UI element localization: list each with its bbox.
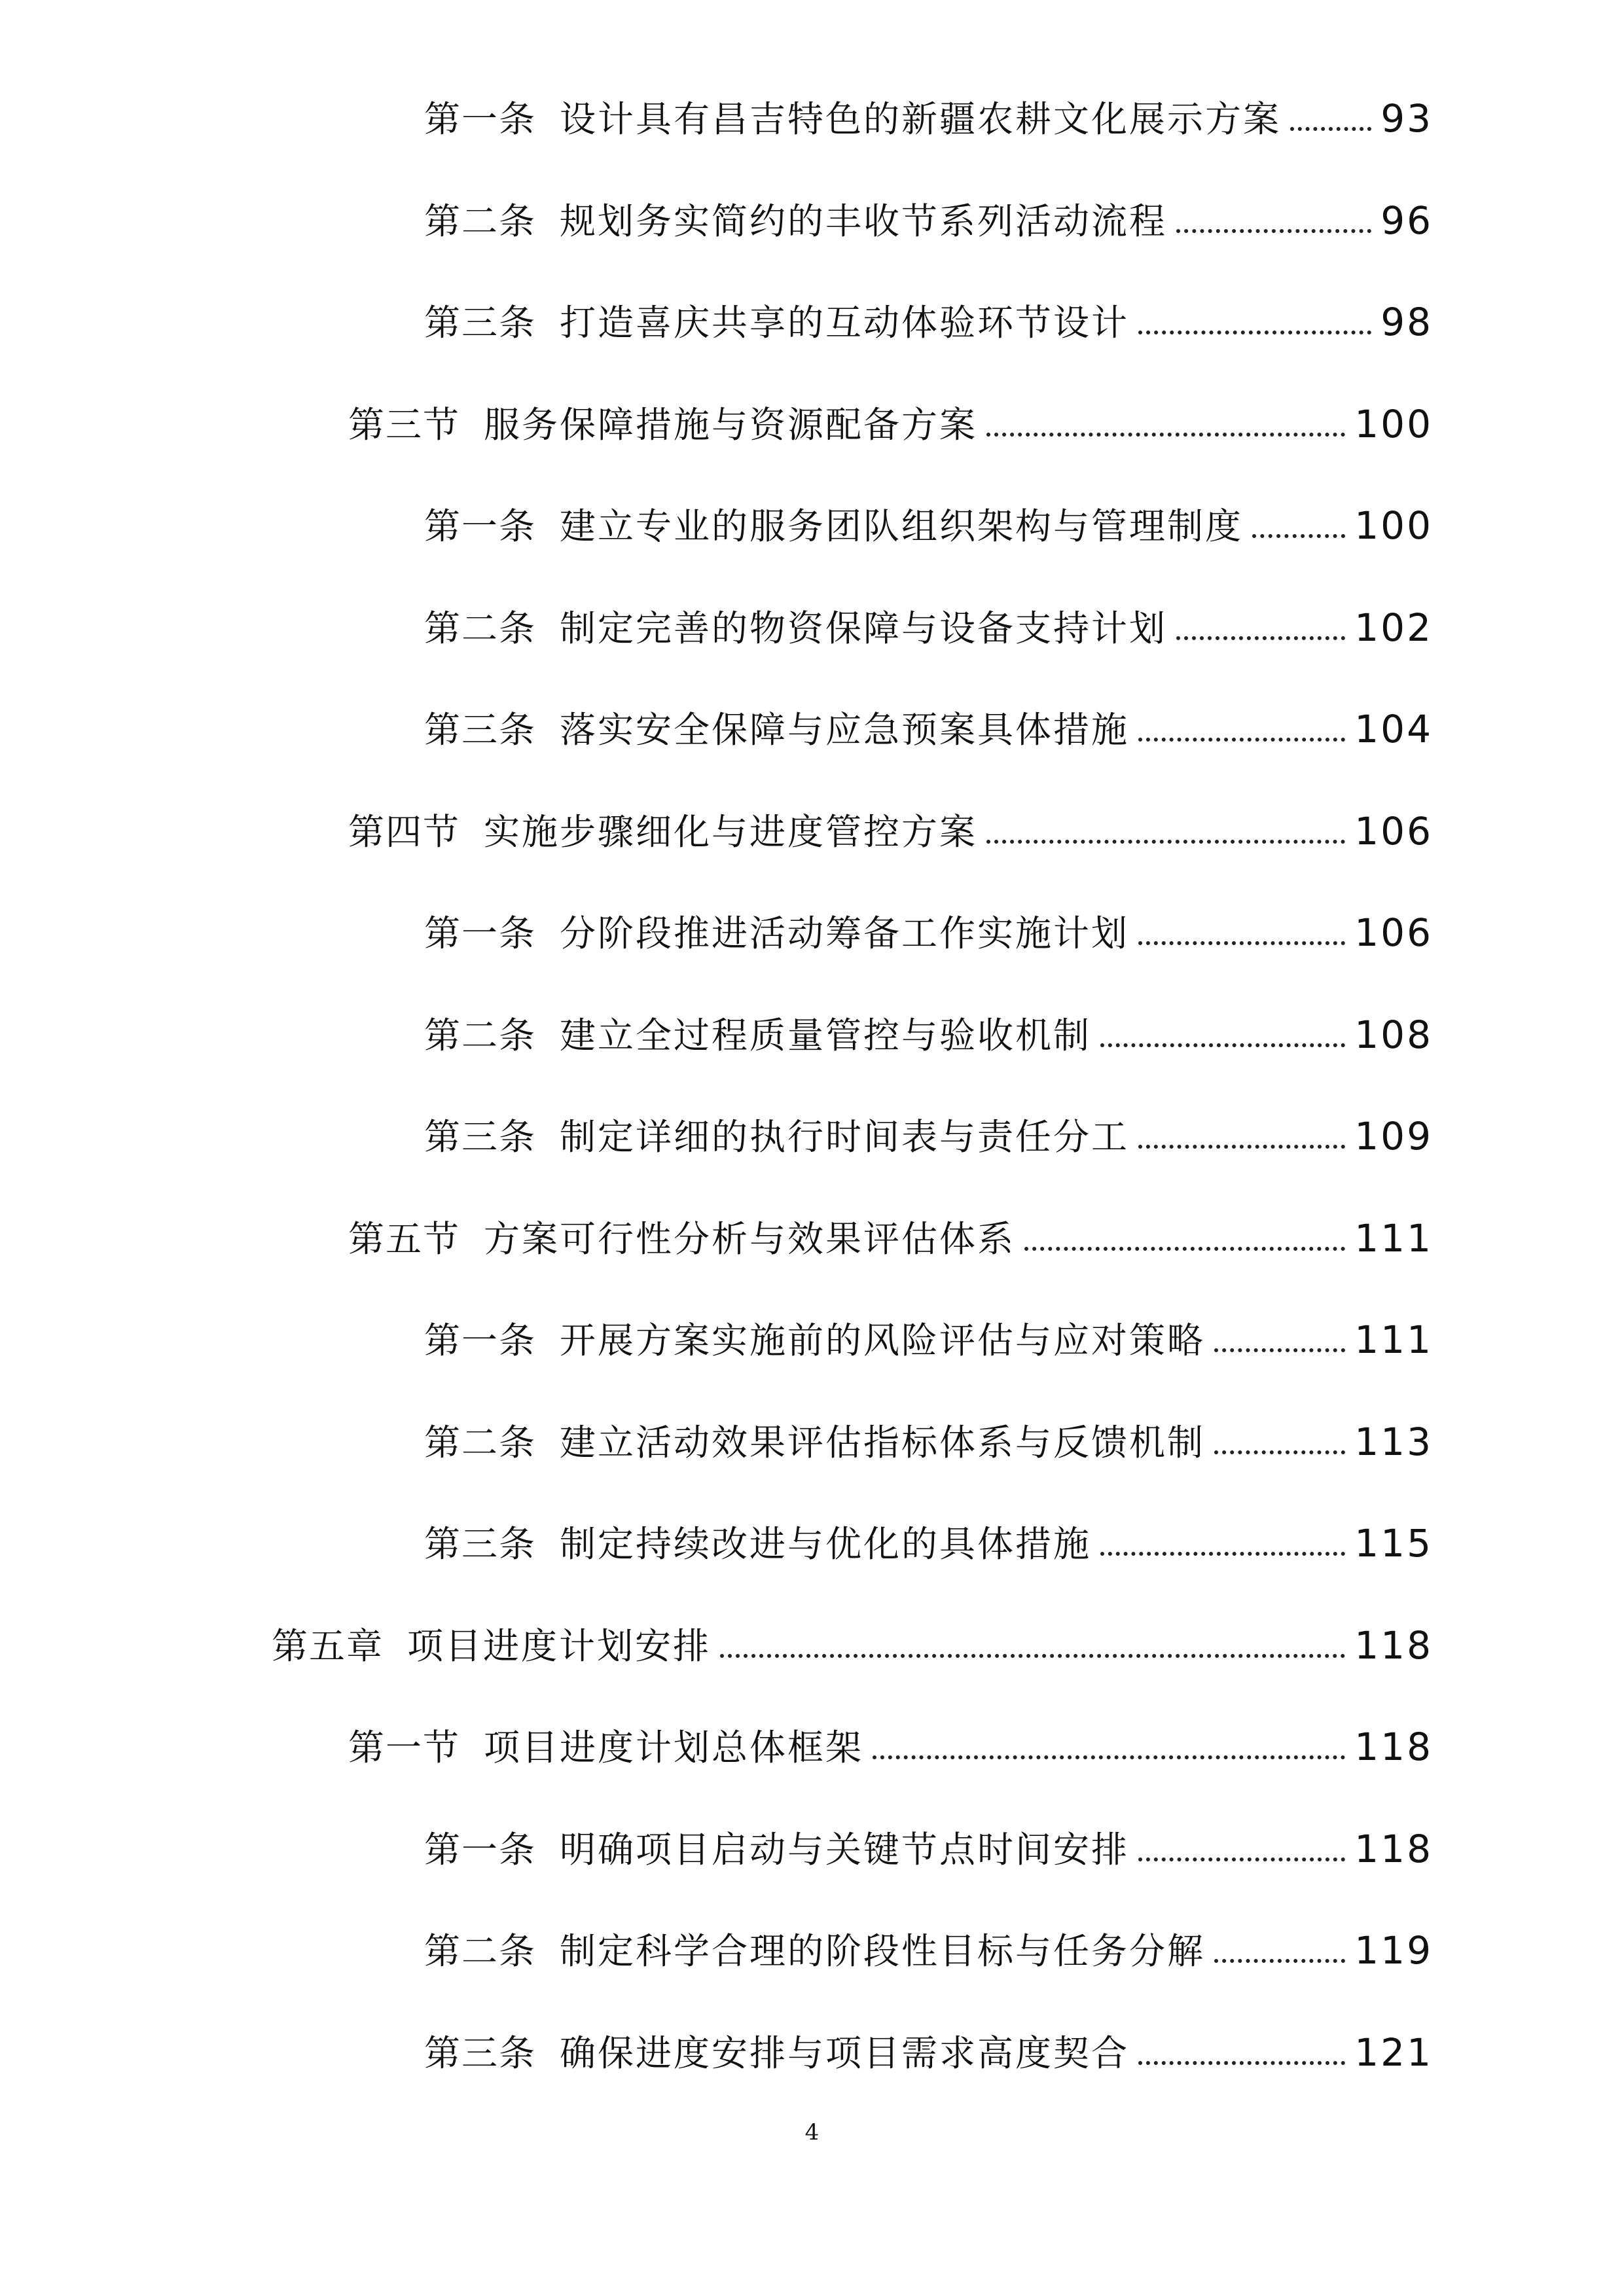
toc-entry-page: 118 [1354,1827,1433,1871]
toc-entry-page: 109 [1354,1114,1433,1158]
toc-entry-article[interactable] [424,1904,1433,1973]
toc-entry-page: 100 [1354,402,1433,446]
toc-entry-number: 第五章 [272,1625,384,1667]
toc-entry-title: 实施步骤细化与进度管控方案 [484,811,978,853]
dot-leader [1214,1348,1345,1352]
toc-entry-number: 第三条 [424,1116,537,1158]
toc-entry-page: 118 [1354,1623,1433,1668]
toc-entry-title: 制定持续改进与优化的具体措施 [560,1523,1092,1565]
toc-entry-article[interactable] [424,683,1433,751]
toc-entry-chapter[interactable] [272,1599,1433,1668]
dot-leader [1214,1450,1345,1454]
toc-entry-page: 115 [1354,1521,1433,1566]
dot-leader [720,1654,1345,1658]
toc-entry-article[interactable] [424,479,1433,548]
dot-leader [1138,738,1345,742]
toc-entry-title: 明确项目启动与关键节点时间安排 [560,1829,1130,1871]
toc-entry-page: 96 [1380,198,1433,243]
toc-entry-title: 制定完善的物资保障与设备支持计划 [560,607,1168,649]
toc-entry-number: 第二条 [424,1014,537,1056]
toc-entry-page: 100 [1354,503,1433,548]
toc-entry-title: 打造喜庆共享的互动体验环节设计 [560,302,1130,344]
toc-entry-page: 111 [1354,1216,1433,1261]
toc-entry-title: 服务保障措施与资源配备方案 [484,404,978,446]
toc-entry-page: 104 [1354,707,1433,751]
dot-leader [1100,1552,1345,1556]
toc-entry-number: 第五节 [348,1218,461,1260]
dot-leader [1176,229,1371,233]
toc-entry-number: 第三条 [424,709,537,751]
dot-leader [1214,1959,1345,1963]
toc-entry-number: 第一条 [424,912,537,954]
toc-entry-article[interactable] [424,1090,1433,1158]
toc-entry-number: 第二条 [424,1422,537,1463]
toc-entry-number: 第一条 [424,98,537,140]
dot-leader [1138,331,1371,334]
toc-entry-title: 确保进度安排与项目需求高度契合 [560,2032,1130,2074]
toc-entry-page: 118 [1354,1725,1433,1769]
dot-leader [1176,636,1345,640]
toc-entry-title: 落实安全保障与应急预案具体措施 [560,709,1130,751]
toc-entry-title: 项目进度计划总体框架 [484,1727,864,1768]
toc-entry-page: 111 [1354,1318,1433,1362]
toc-entry-section[interactable] [348,1192,1433,1261]
dot-leader [1252,534,1345,538]
dot-leader [873,1755,1345,1759]
toc-entry-article[interactable] [424,988,1433,1057]
toc-entry-number: 第四节 [348,811,461,853]
toc-entry-number: 第二条 [424,1930,537,1972]
toc-entry-title: 制定科学合理的阶段性目标与任务分解 [560,1930,1206,1972]
dot-leader [986,433,1345,437]
toc-entry-section[interactable] [348,1700,1433,1769]
dot-leader [1138,1145,1345,1149]
toc-entry-page: 106 [1354,809,1433,853]
toc-entry-article[interactable] [424,174,1433,243]
toc-entry-section[interactable] [348,785,1433,853]
toc-entry-number: 第三条 [424,302,537,344]
toc-entry-title: 制定详细的执行时间表与责任分工 [560,1116,1130,1158]
page-number: 4 [804,2119,820,2145]
toc-entry-article[interactable] [424,581,1433,650]
toc-entry-section[interactable] [348,378,1433,446]
toc-entry-page: 106 [1354,910,1433,955]
toc-entry-page: 102 [1354,605,1433,650]
dot-leader [1138,1857,1345,1861]
dot-leader [1290,127,1371,131]
dot-leader [1138,2061,1345,2065]
toc-entry-number: 第三条 [424,2032,537,2074]
toc-entry-article[interactable] [424,1293,1433,1362]
toc-entry-article[interactable] [424,1803,1433,1871]
toc-entry-article[interactable] [424,72,1433,141]
dot-leader [1100,1043,1345,1047]
toc-entry-title: 分阶段推进活动筹备工作实施计划 [560,912,1130,954]
toc-entry-page: 93 [1380,96,1433,141]
toc-entry-number: 第一条 [424,1319,537,1361]
toc-entry-article[interactable] [424,886,1433,955]
toc-entry-page: 108 [1354,1013,1433,1057]
dot-leader [1138,941,1345,945]
toc-entry-number: 第一条 [424,1829,537,1871]
toc-entry-number: 第二条 [424,607,537,649]
toc-entry-title: 规划务实简约的丰收节系列活动流程 [560,200,1168,242]
toc-entry-article[interactable] [424,2006,1433,2075]
toc-entry-page: 113 [1354,1420,1433,1464]
toc-entry-title: 项目进度计划安排 [407,1625,712,1667]
toc-entry-title: 建立活动效果评估指标体系与反馈机制 [560,1422,1206,1463]
toc-entry-article[interactable] [424,1395,1433,1464]
toc-entry-number: 第一条 [424,505,537,547]
toc-entry-page: 119 [1354,1928,1433,1973]
toc-entry-title: 方案可行性分析与效果评估体系 [484,1218,1016,1260]
toc-entry-title: 建立专业的服务团队组织架构与管理制度 [560,505,1244,547]
toc-entry-number: 第三条 [424,1523,537,1565]
dot-leader [1024,1247,1345,1251]
toc-entry-title: 开展方案实施前的风险评估与应对策略 [560,1319,1206,1361]
dot-leader [986,840,1345,844]
toc-entry-article[interactable] [424,1497,1433,1566]
toc-entry-page: 121 [1354,2030,1433,2075]
toc-entry-number: 第一节 [348,1727,461,1768]
toc-entry-article[interactable] [424,276,1433,344]
toc-entry-title: 建立全过程质量管控与验收机制 [560,1014,1092,1056]
toc-entry-title: 设计具有昌吉特色的新疆农耕文化展示方案 [560,98,1282,140]
toc-entry-number: 第二条 [424,200,537,242]
toc-entry-page: 98 [1380,300,1433,344]
toc-entry-number: 第三节 [348,404,461,446]
